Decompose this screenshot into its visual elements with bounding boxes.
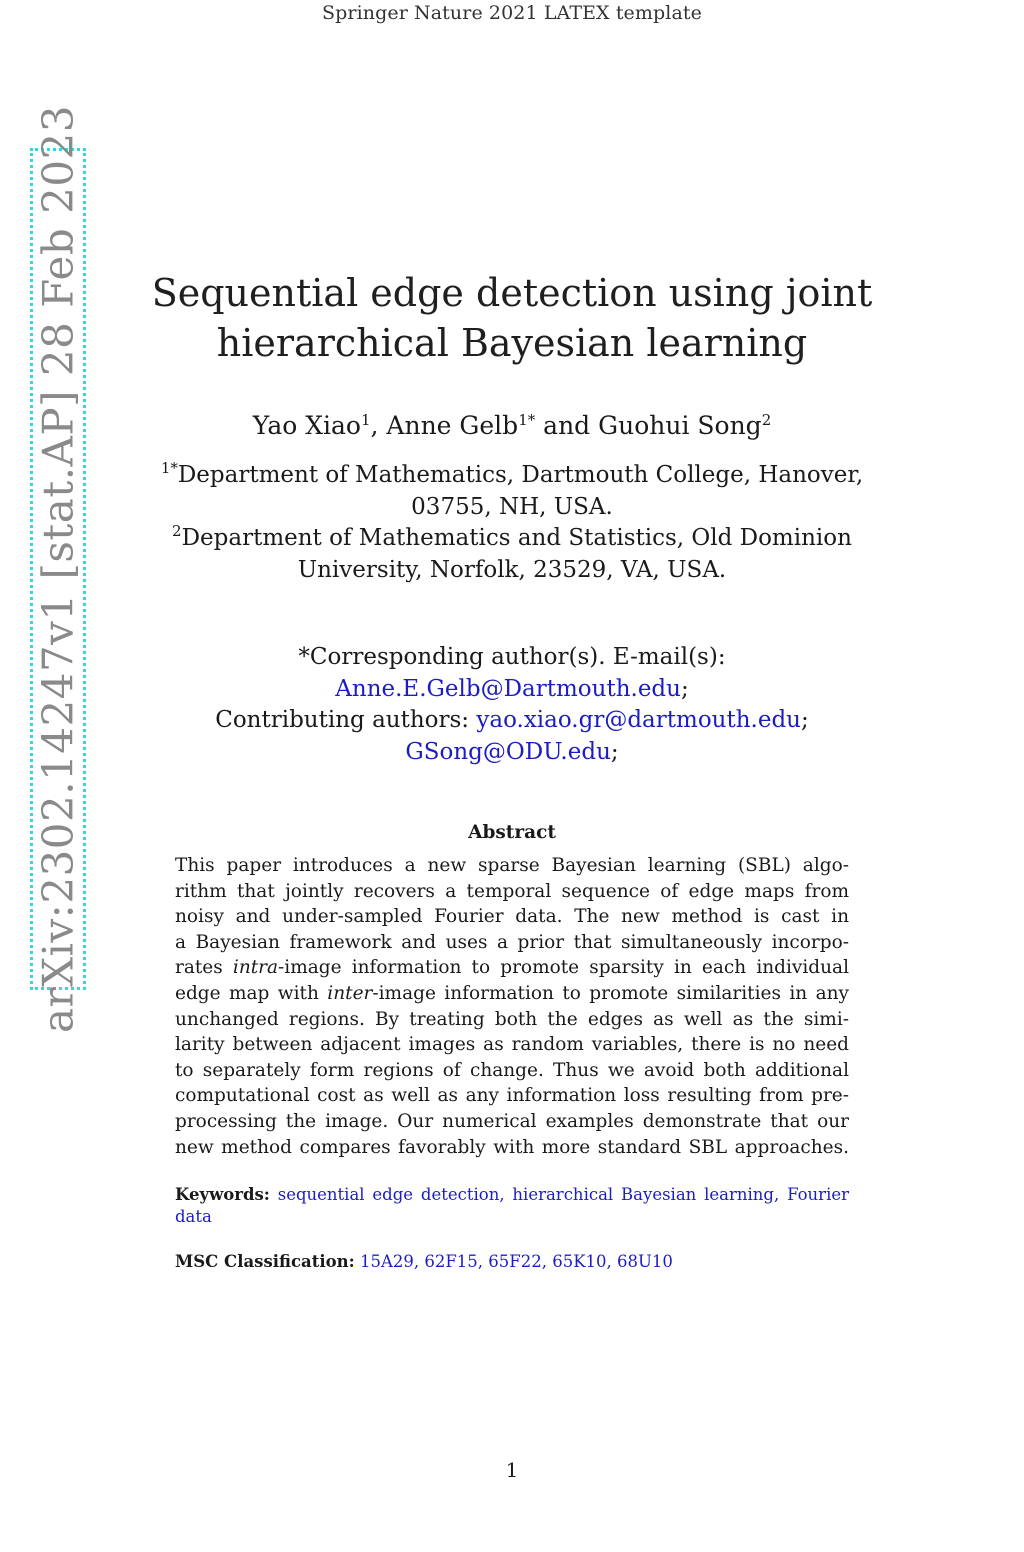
email-link-gelb[interactable]: Anne.E.Gelb@Dartmouth.edu bbox=[335, 675, 681, 702]
semicolon: ; bbox=[801, 707, 809, 733]
abstract-line: to separately form regions of change. Thus we avoid both additional bbox=[175, 1059, 849, 1081]
keywords-line-2[interactable]: data bbox=[175, 1207, 212, 1226]
abstract-emphasis: intra bbox=[232, 957, 279, 979]
abstract-line: new method compares favorably with more standard SBL approaches. bbox=[175, 1136, 849, 1158]
abstract-line bbox=[175, 981, 849, 1007]
running-head: Springer Nature 2021 LATEX template bbox=[322, 2, 702, 24]
affiliation-mark: 1* bbox=[160, 459, 178, 477]
author-name: Guohui Song bbox=[598, 411, 762, 440]
author-list bbox=[0, 410, 1024, 442]
page-number: 1 bbox=[505, 1458, 519, 1482]
keywords-links[interactable]: sequential edge detection, hierarchical Bayesian learning, Fourier bbox=[277, 1185, 849, 1204]
keywords bbox=[175, 1184, 849, 1228]
semicolon: ; bbox=[680, 675, 689, 702]
keywords-line-1 bbox=[175, 1184, 849, 1206]
abstract-line: computational cost as well as any information loss resulting from pre- bbox=[175, 1085, 849, 1107]
abstract-line: unchanged regions. By treating both the edges as well as the simi- bbox=[175, 1008, 849, 1030]
author-affiliation-mark: 2 bbox=[761, 411, 772, 429]
email-link-xiao[interactable]: yao.xiao.gr@dartmouth.edu bbox=[476, 707, 801, 733]
author-name: Yao Xiao bbox=[252, 411, 361, 440]
affiliations bbox=[0, 460, 1024, 586]
semicolon: ; bbox=[610, 738, 619, 765]
author-affiliation-mark: 1* bbox=[518, 411, 536, 429]
affiliation-2-line-2: University, Norfolk, 23529, VA, USA. bbox=[297, 556, 727, 583]
affiliation-text: Department of Mathematics, Dartmouth College, Hanover, bbox=[177, 462, 864, 488]
affiliation-1-line-2: 03755, NH, USA. bbox=[411, 493, 613, 520]
author-affiliation-mark: 1 bbox=[360, 411, 371, 429]
msc-label: MSC Classification: bbox=[175, 1252, 355, 1271]
keywords-label: Keywords: bbox=[175, 1185, 270, 1204]
affiliation-mark: 2 bbox=[172, 522, 182, 540]
abstract-text: -image information to promote similarities in any bbox=[372, 982, 849, 1004]
abstract-heading: Abstract bbox=[468, 822, 556, 843]
abstract-text: edge map with bbox=[175, 982, 328, 1004]
affiliation-text: Department of Mathematics and Statistics, Old Dominion bbox=[181, 525, 852, 551]
abstract-text: -image information to promote sparsity in each individual bbox=[278, 957, 849, 979]
abstract-line: This paper introduces a new sparse Bayesian learning (SBL) algo- bbox=[175, 855, 849, 876]
abstract-line: larity between adjacent images as random variables, there is no need bbox=[175, 1034, 849, 1056]
contributing-line bbox=[0, 705, 1024, 737]
corresponding-label: *Corresponding author(s). E-mail(s): bbox=[298, 644, 726, 670]
corresponding-email-line bbox=[0, 674, 1024, 706]
author-separator: and bbox=[535, 411, 599, 440]
abstract-text: rates bbox=[175, 957, 233, 979]
contributing-label: Contributing authors: bbox=[215, 707, 477, 733]
affiliation-2-line-1 bbox=[0, 523, 1024, 555]
abstract-line: a Bayesian framework and uses a prior that simultaneously incorpo- bbox=[175, 931, 849, 953]
title-line-2: hierarchical Bayesian learning bbox=[216, 321, 808, 365]
abstract-body bbox=[175, 853, 849, 1160]
abstract-line: noisy and under-sampled Fourier data. The new method is cast in bbox=[175, 906, 849, 928]
abstract-line: processing the image. Our numerical examples demonstrate that our bbox=[175, 1110, 849, 1132]
author-separator: , bbox=[370, 411, 387, 440]
contributing-line-2 bbox=[0, 737, 1024, 769]
abstract-line bbox=[175, 955, 849, 981]
msc-classification bbox=[175, 1251, 849, 1273]
corresponding-authors bbox=[0, 642, 1024, 768]
author-name: Anne Gelb bbox=[386, 411, 519, 440]
abstract-emphasis: inter bbox=[327, 982, 373, 1004]
abstract-line: rithm that jointly recovers a temporal sequence of edge maps from bbox=[175, 880, 849, 902]
affiliation-1-line-1 bbox=[0, 460, 1024, 492]
arxiv-stamp-text: arXiv:2302.14247v1 [stat.AP] 28 Feb 2023 bbox=[33, 104, 83, 1034]
paper-title bbox=[0, 268, 1024, 368]
email-link-song[interactable]: GSong@ODU.edu bbox=[405, 738, 611, 765]
msc-codes[interactable]: 15A29, 62F15, 65F22, 65K10, 68U10 bbox=[359, 1252, 673, 1271]
title-line-1: Sequential edge detection using joint bbox=[151, 271, 873, 315]
